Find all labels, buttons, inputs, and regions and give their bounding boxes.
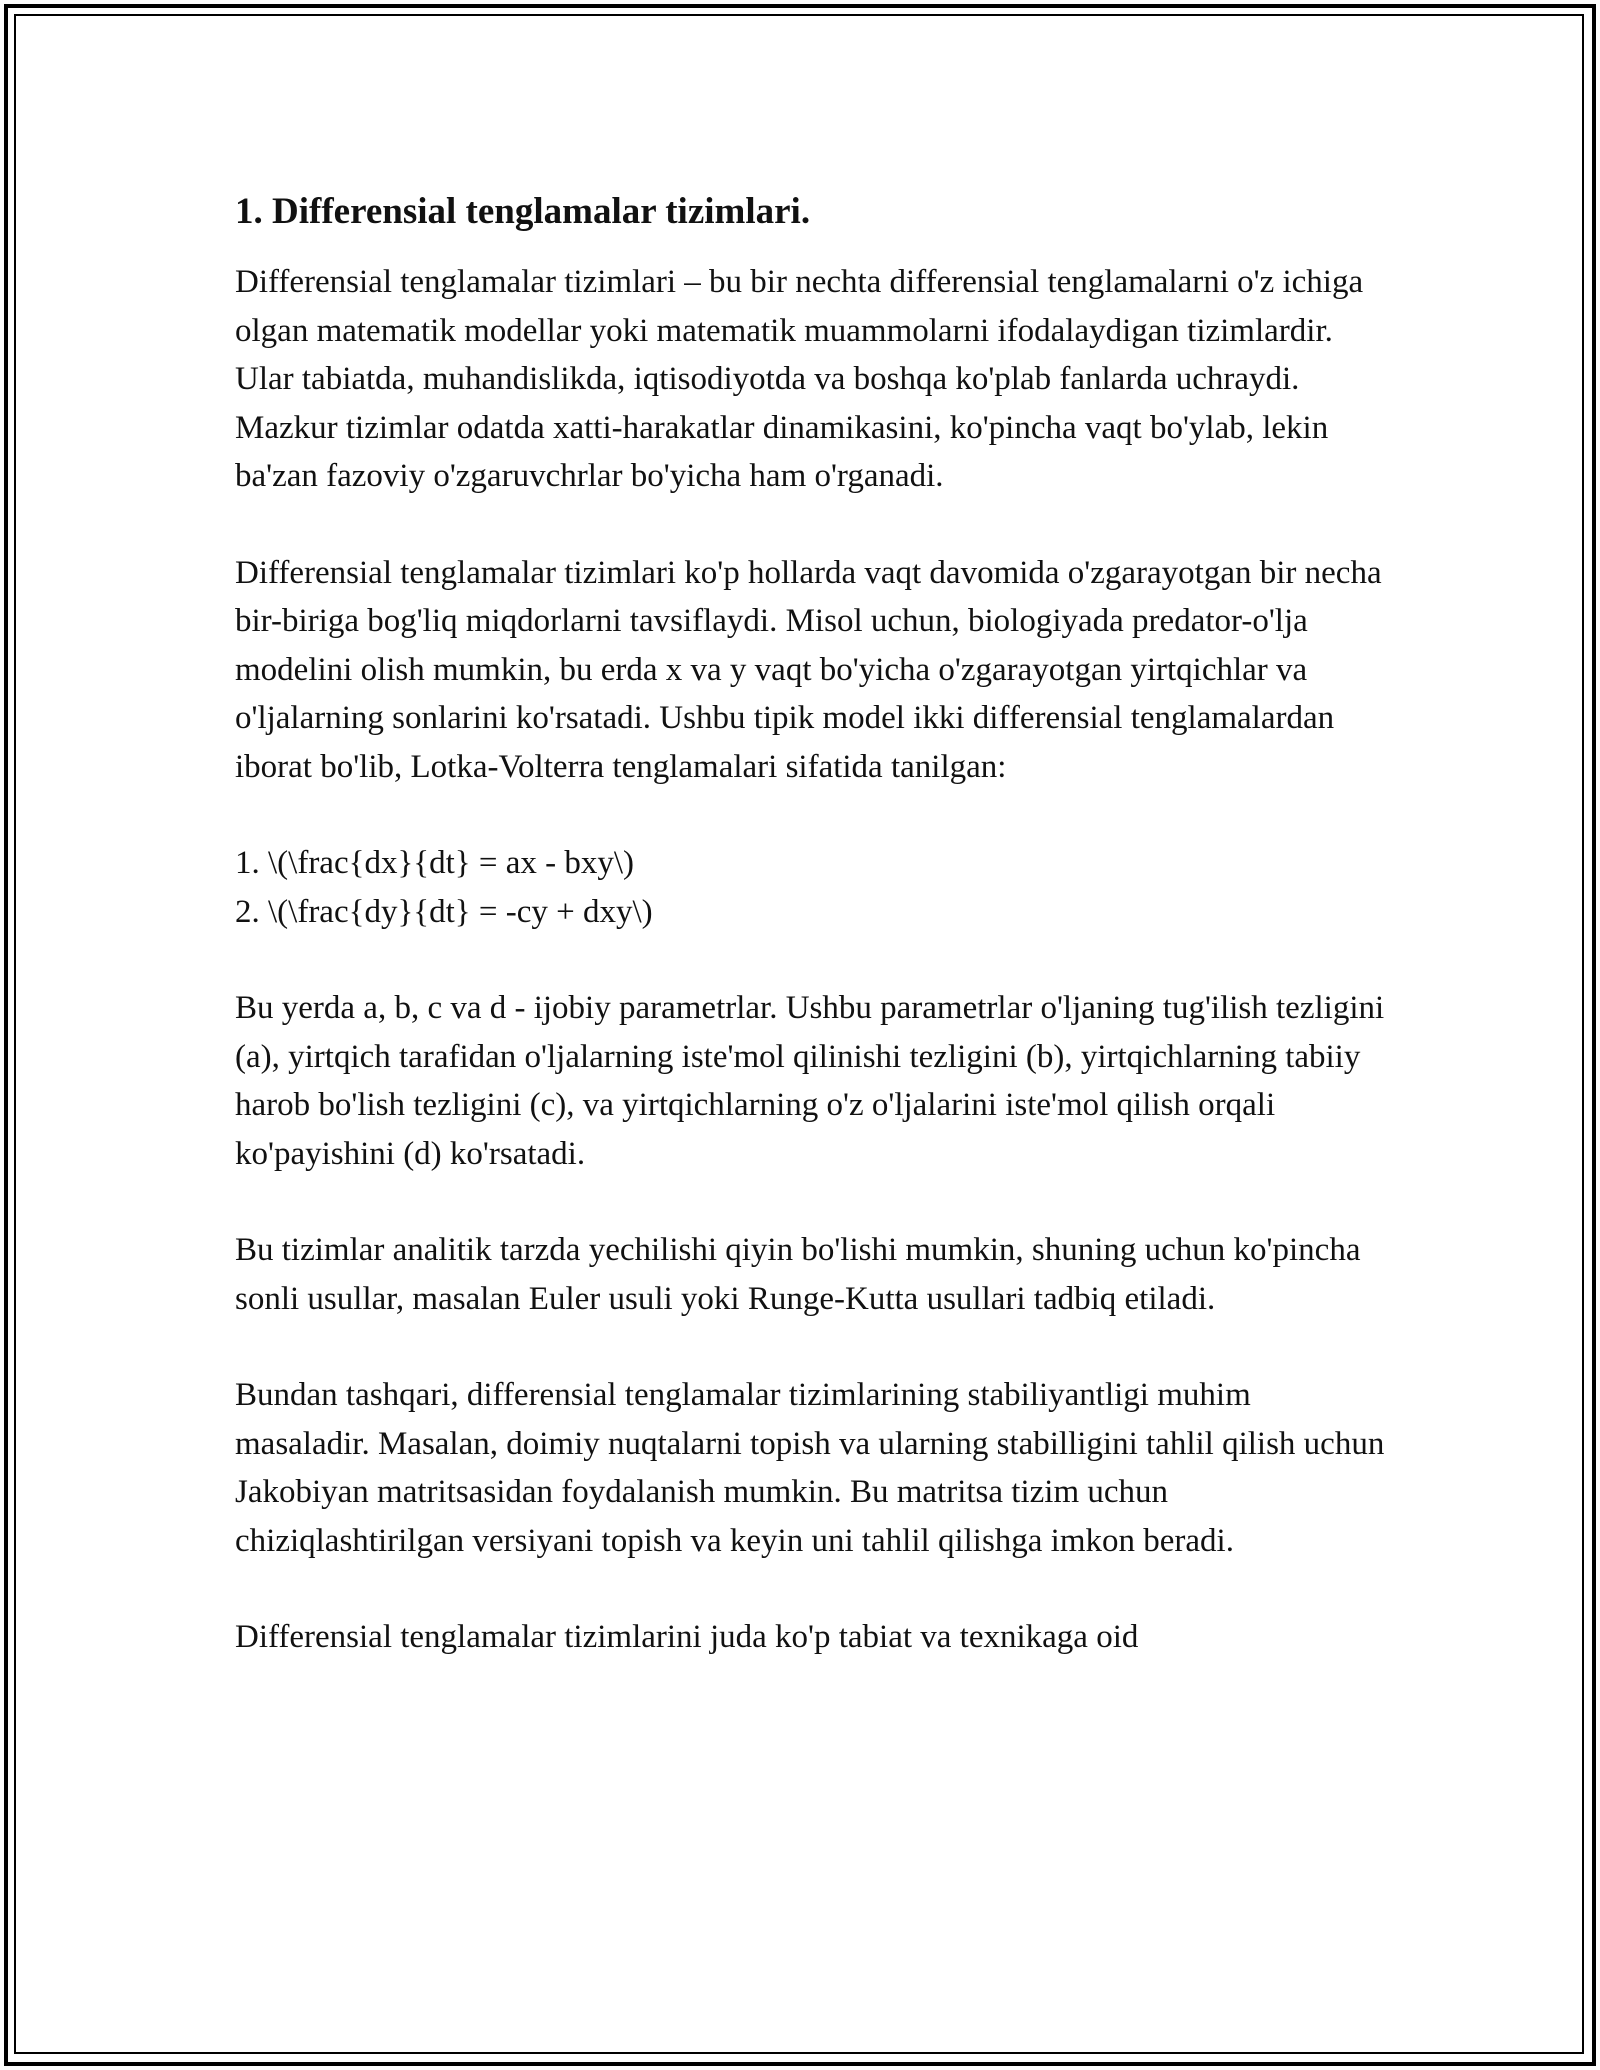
section-heading: 1. Differensial tenglamalar tizimlari. [235, 191, 811, 232]
paragraph-applications: Differensial tenglamalar tizimlarini juda ko'p tabiat va texnikaga oid [235, 1619, 1139, 1655]
paragraph-lotka-volterra: Differensial tenglamalar tizimlari ko'p hollarda vaqt davomida o'zgarayotgan bir necha bir-biriga bog'liq miqdorlarni tavsiflaydi. Misol uchun, biologiyada predator-o'lja modelini olish mumkin, bu erda x va y vaqt bo'yicha o'zgarayotgan yirtqichlar va o'ljalarning sonlarini ko'rsatadi. Ushbu tipik model ikki differensial tenglamalardan iborat bo'lib, Lotka-Volterra tenglamalari sifatida tanilgan: [235, 554, 1382, 785]
paragraph-intro: Differensial tenglamalar tizimlari – bu bir nechta differensial tenglamalarni o'z ichiga olgan matematik modellar yoki matematik muammolarni ifodalaydigan tizimlardir. Ular tabiatda, muhandislikda, iqtisodiyotda va boshqa ko'plab fanlarda uchraydi. Mazkur tizimlar odatda xatti-harakatlar dinamikasini, ko'pincha vaqt bo'ylab, lekin ba'zan fazoviy o'zgaruvchrlar bo'yicha ham o'rganadi. [235, 264, 1364, 494]
paragraph-parameters: Bu yerda a, b, c va d - ijobiy parametrlar. Ushbu parametrlar o'ljaning tug'ilish tezligini (a), yirtqich tarafidan o'ljalarning iste'mol qilinishi tezligini (b), yirtqichlarning tabiiy harob bo'lish tezligini (c), va yirtqichlarning o'z o'ljalarini iste'mol qilish orqali ko'payishini (d) ko'rsatadi. [235, 990, 1385, 1172]
paragraph-stability: Bundan tashqari, differensial tenglamalar tizimlarining stabiliyantligi muhim masaladir. Masalan, doimiy nuqtalarni topish va ularning stabilligini tahlil qilish uchun Jakobiyan matritsasidan foydalanish mumkin. Bu matritsa tizim uchun chiziqlashtirilgan versiyani topish va keyin uni tahlil qilishga imkon beradi. [235, 1377, 1385, 1559]
document-body [235, 188, 1385, 1710]
equation-2: 2. \(\frac{dy}{dt} = -cy + dxy\) [235, 893, 653, 930]
equation-list [235, 839, 1385, 936]
equation-1: 1. \(\frac{dx}{dt} = ax - bxy\) [235, 845, 635, 881]
paragraph-numerical-methods: Bu tizimlar analitik tarzda yechilishi qiyin bo'lishi mumkin, shuning uchun ko'pincha sonli usullar, masalan Euler usuli yoki Runge-Kutta usullari tadbiq etiladi. [235, 1232, 1361, 1317]
